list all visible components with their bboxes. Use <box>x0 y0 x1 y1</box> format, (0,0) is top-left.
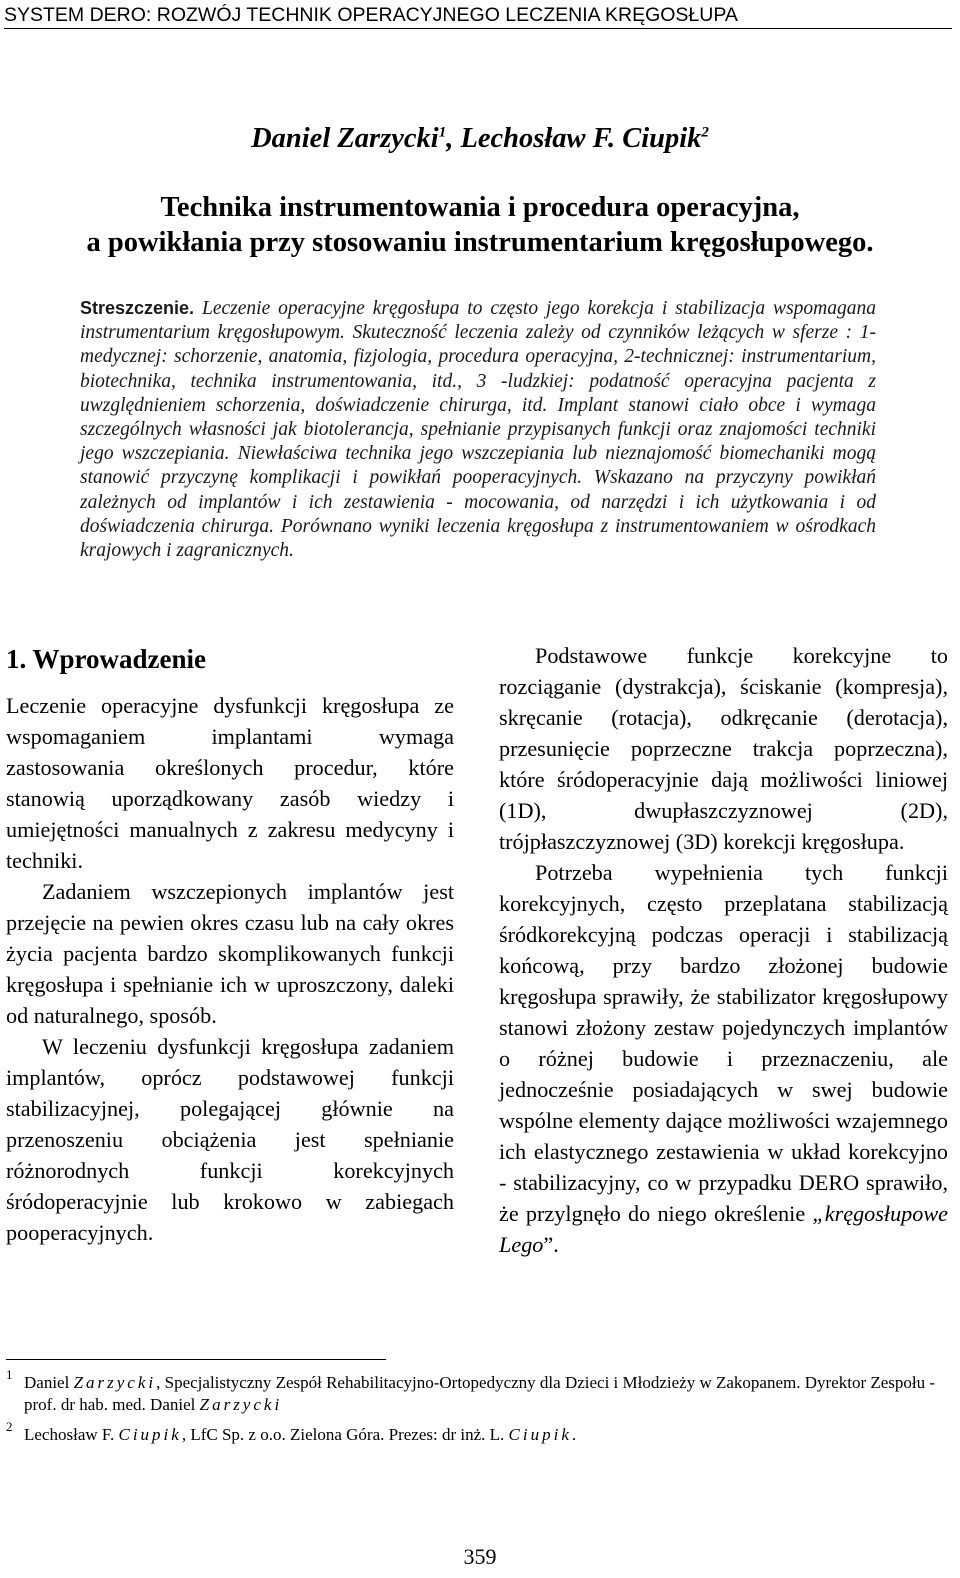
running-header: SYSTEM DERO: ROZWÓJ TECHNIK OPERACYJNEGO LECZENIA KRĘGOSŁUPA <box>4 4 952 29</box>
author-2-affiliation-marker: 2 <box>701 124 709 141</box>
footnote-2 <box>6 1419 946 1446</box>
paper-title <box>0 190 960 260</box>
right-paragraph-2-text: Potrzeba wypełnienia tych funkcji korekcyjnych, często przeplatana stabilizacją śródkorekcyjną podczas operacji i stabilizacją końcową, przy bardzo złożonej budowie kręgosłupa sprawiły, że stabilizator kręgosłupowy stanowi złożony zestaw pojedynczych implantów o różnej budowie i przeznaczeniu, ale jednocześnie posiadających w swej budowie wspólne elementy dające możliwości wzajemnego ich elastycznego zestawienia w układ korekcyjno - stabilizacyjny, co w przypadku DERO sprawiło, że przylgnęło do niego określenie <box>499 860 948 1226</box>
footnote-1-text-b: , Specjalistyczny Zespół Rehabilitacyjno-Ortopedyczny dla Dzieci i Młodzieży w Zakopanem. Dyrektor Zespołu - prof. dr hab. med. Daniel <box>24 1373 936 1414</box>
right-paragraph-1: Podstawowe funkcje korekcyjne to rozciąganie (dystrakcja), ściskanie (kompresja), skręcanie (rotacja), odkręcanie (derotacja), przesunięcie poprzeczne trakcja poprzeczna), które śródoperacyjnie dają możliwości liniowej (1D), dwupłaszczyznowej (2D), trójpłaszczyznowej (3D) korekcji kręgosłupa. <box>499 643 948 854</box>
author-1: Daniel Zarzycki <box>251 123 439 154</box>
footnote-1-name: Zarzycki <box>73 1373 157 1392</box>
left-paragraph-1: Leczenie operacyjne dysfunkcji kręgosłupa ze wspomaganiem implantami wymaga zastosowania określonych procedur, które stanowią uporządkowany zasób wiedzy i umiejętności manualnych z zakresu medycyny i techniki. <box>6 693 454 873</box>
abstract-text: Leczenie operacyjne kręgosłupa to często jego korekcja i stabilizacja wspomagana instrumentarium kręgosłupowym. Skuteczność leczenia zależy od czynników leżących w sferze : 1- medycznej: schorzenie, anatomia, fizjologia, procedura operacyjna, 2-technicznej: instrumentarium, biotechnika, technika instrumentowania, itd., 3 -ludzkiej: podatność operacyjna pacjenta z uwzględnieniem schorzenia, doświadczenie chirurga, itd. Implant stanowi ciało obce i wymaga szczególnych własności jak biotolerancja, spełnianie przypisanych funkcji oraz znajomości techniki jego wszczepiania. Niewłaściwa technika jego wszczepiania lub nieznajomość biomechaniki mogą stanowić przyczynę komplikacji i powikłań pooperacyjnych. Wskazano na przyczyny powikłań zależnych od implantów i ich zestawienia - mocowania, od narzędzi i ich użytkowania i od doświadczenia chirurga. Porównano wyniki leczenia kręgosłupa z instrumentowaniem w ośrodkach krajowych i zagranicznych. <box>80 298 876 562</box>
footnote-1-name-2: Zarzycki <box>199 1395 283 1414</box>
abstract <box>80 296 876 563</box>
left-paragraph-3: W leczeniu dysfunkcji kręgosłupa zadaniem implantów, oprócz podstawowej funkcji stabilizacyjnej, polegającej głównie na przenoszeniu obciążenia jest spełnianie różnorodnych funkcji korekcyjnych śródoperacyjnie lub krokowo w zabiegach pooperacyjnych. <box>6 1034 454 1245</box>
footnote-2-text-c: . <box>571 1425 577 1444</box>
right-paragraph-2-end: ”. <box>543 1232 559 1257</box>
author-2: Lechosław F. Ciupik <box>460 123 702 154</box>
left-paragraph-2: Zadaniem wszczepionych implantów jest przejęcie na pewien okres czasu lub na cały okres życia pacjenta bardzo skomplikowanych funkcji kręgosłupa i spełnianie ich w uproszczony, daleki od naturalnego, sposób. <box>6 879 454 1028</box>
page-number: 359 <box>463 1544 497 1569</box>
abstract-label: Streszczenie. <box>80 298 195 318</box>
title-line-1: Technika instrumentowania i procedura operacyjna, <box>160 192 800 223</box>
author-1-affiliation-marker: 1 <box>438 124 447 141</box>
footnote-2-name-2: Ciupik <box>508 1425 572 1444</box>
right-paragraph-2 <box>499 857 948 1260</box>
footnote-1-number: 1 <box>6 1367 13 1382</box>
footnote-rule <box>6 1359 386 1360</box>
title-line-2: a powikłania przy stosowaniu instrumentarium kręgosłupowego. <box>86 227 874 258</box>
footnotes <box>6 1367 946 1446</box>
left-column <box>6 690 454 1248</box>
footnote-1-text-a: Daniel <box>24 1373 74 1392</box>
footnote-2-number: 2 <box>6 1419 13 1434</box>
footnote-2-text-a: Lechosław F. <box>24 1425 119 1444</box>
footnote-1 <box>6 1367 946 1416</box>
section-heading: 1. Wprowadzenie <box>6 644 207 674</box>
footnote-2-name: Ciupik <box>118 1425 182 1444</box>
footnote-2-text-b: , LfC Sp. z o.o. Zielona Góra. Prezes: dr inż. L. <box>181 1425 509 1444</box>
author-separator: , <box>446 123 461 154</box>
authors-line <box>0 122 960 156</box>
right-column <box>499 640 948 1260</box>
right-paragraph-2-italic: „kręgosłupowe Lego <box>499 1201 948 1257</box>
